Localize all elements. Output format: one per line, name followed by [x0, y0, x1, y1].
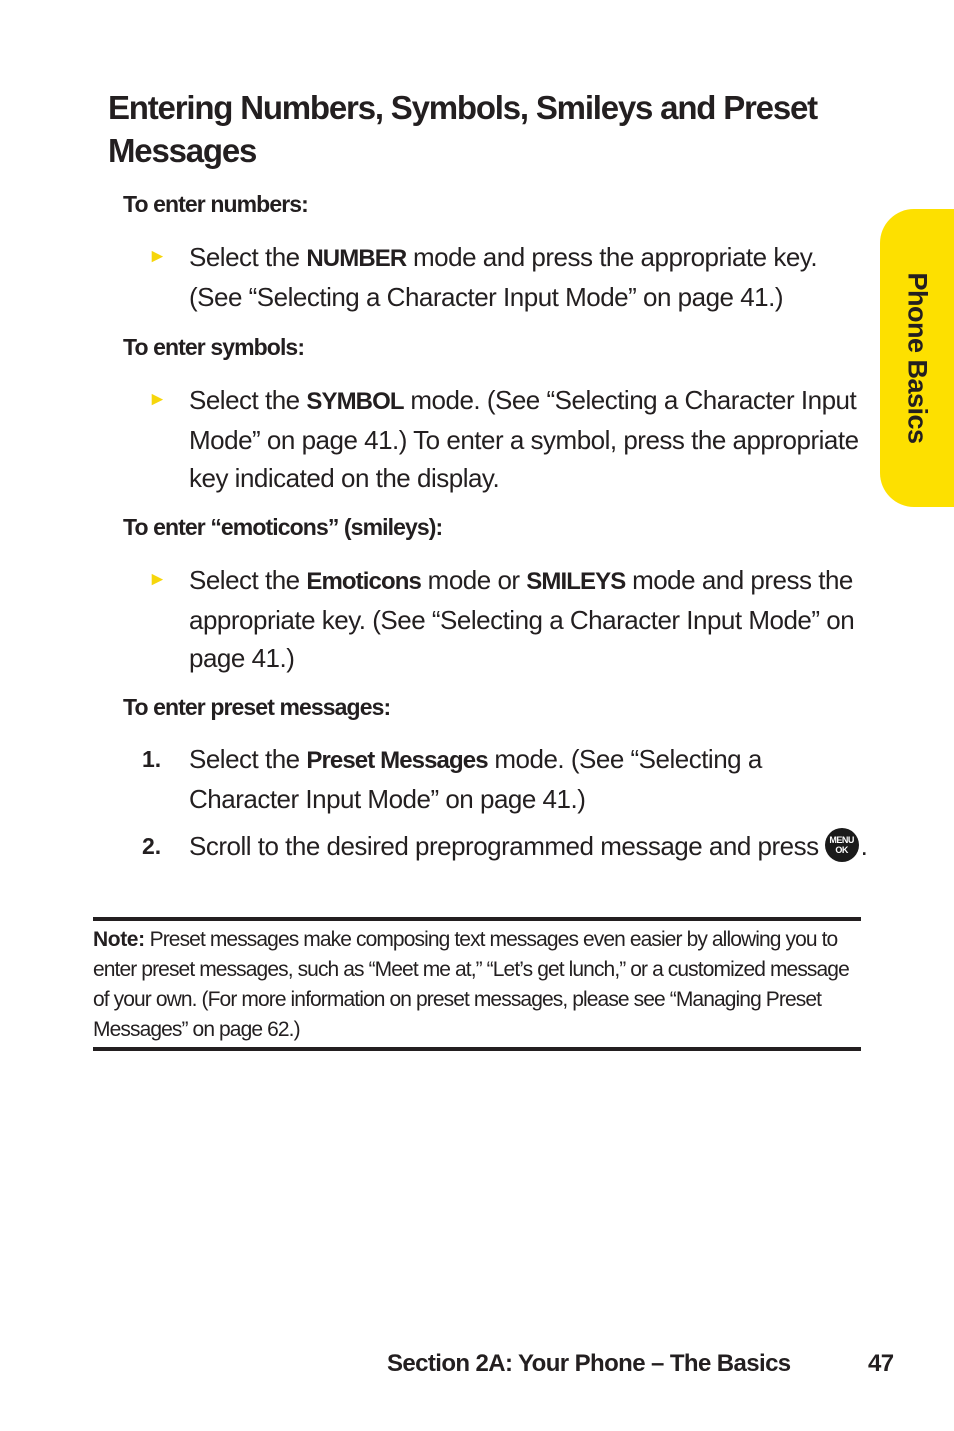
step-number: 1. — [142, 746, 162, 772]
side-tab — [880, 209, 954, 507]
arrow-bullet-icon: ► — [148, 569, 167, 590]
smileys-instruction: Select the Emoticons mode or SMILEYS mode and press the appropriate key. (See “Selecting a Character Input Mode” on page 41.) — [189, 565, 855, 673]
smileys-mode-label: SMILEYS — [526, 568, 626, 595]
smileys-bullet-item — [148, 561, 868, 677]
note-text: Note: Preset messages make composing text messages even easier by allowing you to enter preset messages, such as “Meet me at,” “Let’s get lunch,” or a customized message of your own. (For more information on preset messages, please see “Managing Preset Messages” on page 62.) — [93, 928, 849, 1041]
page-number: 47 — [868, 1350, 894, 1377]
preset-step-1-text: Select the Preset Messages mode. (See “Selecting a Character Input Mode” on page 41.) — [189, 744, 762, 814]
page-title: Entering Numbers, Symbols, Smileys and Preset Messages — [108, 89, 817, 169]
arrow-bullet-icon: ► — [148, 389, 167, 410]
symbols-bullet-item — [148, 381, 868, 497]
preset-heading: To enter preset messages: — [123, 694, 391, 720]
symbol-mode-label: SYMBOL — [306, 388, 404, 415]
preset-step-2 — [142, 827, 868, 865]
note-box — [93, 917, 861, 1051]
symbols-heading: To enter symbols: — [123, 334, 305, 360]
side-tab-label: Phone Basics — [902, 272, 933, 444]
numbers-instruction: Select the NUMBER mode and press the appropriate key. (See “Selecting a Character Input Mode” on page 41.) — [189, 242, 818, 312]
preset-messages-mode-label: Preset Messages — [306, 747, 488, 774]
menu-ok-key-icon: MENU OK — [825, 828, 859, 862]
step-number: 2. — [142, 833, 162, 859]
footer-section-title: Section 2A: Your Phone – The Basics — [387, 1350, 791, 1377]
symbols-instruction: Select the SYMBOL mode. (See “Selecting a Character Input Mode” on page 41.) To enter a symbol, press the appropriate key indicated on the display. — [189, 385, 859, 493]
arrow-bullet-icon: ► — [148, 246, 167, 267]
note-label: Note: — [93, 928, 145, 951]
numbers-bullet-item — [148, 238, 868, 316]
number-mode-label: NUMBER — [306, 245, 407, 272]
preset-step-2-text: Scroll to the desired preprogrammed message and press MENU OK . — [189, 827, 868, 865]
smileys-heading: To enter “emoticons” (smileys): — [123, 514, 443, 540]
preset-step-1 — [142, 740, 868, 818]
numbers-heading: To enter numbers: — [123, 191, 308, 217]
emoticons-mode-label: Emoticons — [306, 568, 421, 595]
